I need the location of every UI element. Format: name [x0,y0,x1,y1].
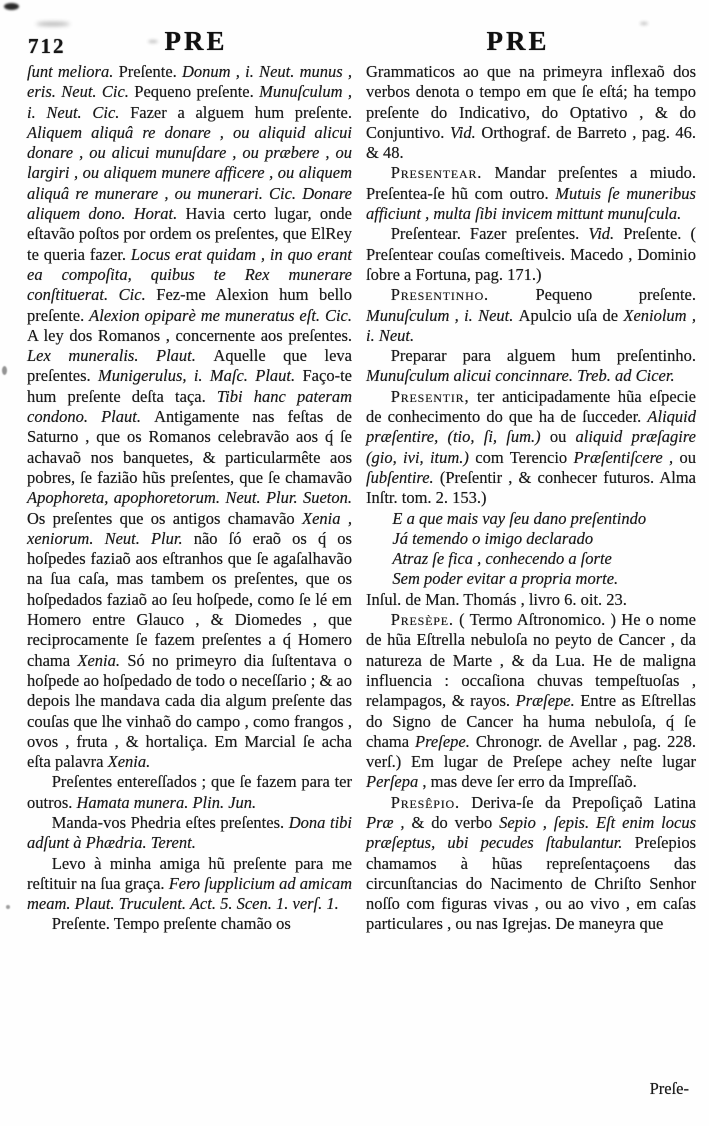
running-head-right: PRE [486,26,550,56]
text-run: Havia certo lugar, onde eſtavão poſtos por ordem os preſentes, que ElRey te queria fazer. [27,204,352,264]
paragraph [366,163,696,224]
text-run: Aliquem aliquâ re donare , ou aliquid alicui donare , ou alicui munuſdare , ou præbere , ou largiri , ou aliquem munere afficere , ou aliquem aliquâ re munerare , ou munerari. Cic. Donare aliquem dono. Horat. [27,122,352,224]
text-run: Munigerulus, i. Maſc. Plaut. [98,366,303,386]
page-number: 712 [28,34,66,58]
text-run: Munuſculum , i. Neut. Cic. [27,82,352,122]
text-run: Locus erat quidam , in quo erant ea compoſita, quibus te Rex munerare conſtituerat. Cic. [27,244,352,305]
entry-headword: Presentir, [390,386,470,406]
text-run: Præ , [366,812,412,832]
paragraph [27,772,352,813]
text-run: Deriva-ſe da Prepoſiçaõ Latina [459,792,696,812]
text-run: Sepio , ſepis. Eſt enim locus præſeptus, ubi pecudes ſtabulantur. [366,812,696,853]
scan-speck [6,905,10,909]
text-run: Preparar para alguem hum preſentinho. [390,346,696,366]
verse-line [392,549,696,569]
entry-headword: Presentinho. [390,285,489,305]
paragraph [27,854,352,915]
paragraph [366,224,696,285]
text-run: Orthograf. de Barreto , pag. 46. & 48. [366,122,696,163]
entry-headword: Presentear. [390,163,483,183]
text-run: Inſul. de Man. Thomás , livro 6. oit. 23. [366,589,627,609]
text-run: ter anticipadamente hũa eſpecie de conhecimento do que ha de ſucceder. [366,386,696,427]
text-run: Pequeno preſente. [488,285,696,305]
paragraph [366,610,696,793]
text-run: Hamata munera. Plin. Jun. [76,792,257,812]
text-run: Mandar preſentes a miudo. Preſentea-ſe hũ com outro. [366,163,696,203]
verse-line [392,529,696,549]
text-run: Grammaticos ao que na primeyra inflexaõ dos verbos denota o tempo em que ſe eſtá; ha tempo preſente do Indicativo, do Optativo , & do Conjuntivo. [366,62,696,142]
text-run: Chronogr. de Avellar , pag. 228. verſ.) Em lugar de Preſepe achey neſte lugar [366,731,696,772]
text-run: Os preſentes que os antigos chamavão [27,508,303,528]
text-run: não ſó eraõ os q́ os hoſpedes faziaõ aos eſtranhos que ſe agaſalhavão na ſua caſa, mas tambem os preſentes, que os hoſpedados faziaõ ao ſeu hoſpede, como ſe lé em Homero entre Glauco , & Diomedes , que reciprocamente ſe fazem preſentes a q́ Homero chama [27,528,352,670]
paragraph [366,387,696,509]
text-run: ſubſentire. [366,467,440,487]
text-run: Fero ſupplicium ad amicam meam. Plaut. Truculent. Act. 5. Scen. 1. verſ. 1. [27,873,352,914]
text-run: , mas deve ſer erro da Impreſſaõ. [422,772,637,792]
text-run: Atraz ſe fica , conhecendo a ſorte [392,549,612,569]
text-run: Tibi hanc pateram condono. Plaut. [27,386,352,427]
text-run: Pequeno preſente. [134,82,260,102]
text-run: aliquid præſagire (gio, ivi, itum.) [366,427,696,467]
text-run: Preſepios chamamos à hũas repreſentaçoens das circunſtancias do Nacimento de Chriſto Senhor noſſo com figuras vivas , ou ao vivo , em caſas particulares , ou nas Igrejas. De maneyra que [366,833,696,934]
text-run: Vid. [449,122,482,142]
text-run: Preſente. ( Preſentear couſas comeſtiveis. Macedo , Dominio ſobre a Fortuna, pag. 171.) [366,224,696,284]
entry-headword: Presèpe. [390,610,454,630]
text-run: Aquelle que leva preſentes. [27,346,352,386]
text-run: Lex muneralis. Plaut. [27,346,214,366]
text-run: Levo à minha amiga hũ preſente para me reſtituir na ſua graça. [27,853,352,893]
text-run: ou [679,447,696,467]
scan-speck [2,366,7,375]
paragraph [366,793,696,935]
text-run: ( Termo Aſtronomico. ) He o nome de hũa Eſtrella nebuloſa no peyto de Cancer , da natureza de Marte , & da Lua. He de maligna influencia : occaſiona chuvas tempeſtuoſas , relampagos, & rayos. [366,610,696,711]
entry-headword: Presêpio. [390,792,460,812]
paragraph [366,62,696,163]
text-run: Preſente. [118,62,182,81]
left-column [27,62,352,1092]
text-run: Alexion opiparè me muneratus eſt. Cic. [89,305,352,325]
text-run: Entre as Eſtrellas do Signo de Cancer ha huma nebuloſa, q́ ſe chama [366,691,696,751]
paragraph [27,813,352,854]
text-run: ſunt meliora. [27,62,119,81]
text-run: & do verbo [411,812,500,832]
scan-speck [36,22,70,26]
verse-line [392,509,696,529]
paragraph [366,590,696,610]
paragraph [366,346,696,387]
text-run: Præſepe. [515,691,581,711]
text-run: Xenia. [77,650,128,670]
text-run: Apophoreta, apophoretorum. Neut. Plur. Sueton. [27,488,352,508]
text-run: com Terencio [475,447,574,467]
text-run: Preſepe. [415,731,476,751]
text-run: Xeniolum , i. Neut. [366,305,696,345]
text-run: (Preſentir , & conhecer futuros. Alma Inſtr. tom. 2. 153.) [366,467,696,508]
text-run: Vid. [588,224,624,244]
running-head-left: PRE [164,26,228,56]
text-run: Munuſculum alicui concinnare. Treb. ad Cicer. [366,366,675,386]
scan-speck [640,22,648,25]
text-run: Donum , i. Neut. munus , eris. Neut. Cic. [27,62,353,102]
text-run: Perſepa [366,772,423,792]
text-run: Apulcio uſa de [518,305,624,325]
text-run: A ley dos Romanos , concernente aos preſentes. [27,325,352,345]
text-run: Antigamente nas feſtas de Saturno , que os Romanos celebravão aos q́ ſe achavaõ nos banquetes, & particularmête aos pobres, ſe fazião hũs preſentes, que ſe chamavão [27,407,352,487]
text-run: Aliquid præſentire, (tio, ſi, ſum.) [366,407,696,447]
text-run: Preſentes entereſſados ; que ſe fazem para ter outros. [27,772,352,812]
text-run: Xenia , xeniorum. Neut. Plur. [27,508,352,548]
text-run: ou [549,427,576,447]
paragraph [27,914,352,934]
text-run: Præſentiſcere , [573,447,680,467]
text-run: Manda-vos Phedria eſtes preſentes. [51,812,289,832]
text-run: Fazer a alguem hum preſente. [130,102,352,122]
paragraph [27,62,352,772]
text-run: Xenia. [107,752,151,772]
text-run: Só no primeyro dia ſuſtentava o hoſpede ao hoſpedado de todo o neceſſario ; & ao depois lhe mandava cada dia algum preſente das couſas que lhe vinhaõ do campo , como frangos , ovos , fruta , & hortaliça. Em Marcial ſe acha eſta palavra [27,650,352,772]
right-column [366,62,696,1102]
text-run: Dona tibi adſunt à Phædria. Terent. [27,812,352,853]
catchword: Preſe- [649,1079,689,1098]
text-run: Já temendo o imigo declarado [392,528,594,548]
text-run: Preſente. Tempo preſente chamão os [51,914,291,934]
paragraph [366,285,696,346]
text-run: Mutuis ſe muneribus afficiunt , multa ſibi invicem mittunt munuſcula. [366,183,696,224]
scan-speck [4,3,19,10]
text-run: Fez-me Alexion hum bello preſente. [27,285,352,325]
verse-line [392,569,696,589]
text-run: Preſentear. Fazer preſentes. [390,224,589,244]
text-run: Sem poder evitar a propria morte. [392,569,619,589]
text-run: Faço-te hum preſente deſta taça. [27,366,352,406]
text-run: E a que mais vay ſeu dano preſentindo [392,508,647,528]
text-run: Munuſculum , i. Neut. [366,305,519,325]
